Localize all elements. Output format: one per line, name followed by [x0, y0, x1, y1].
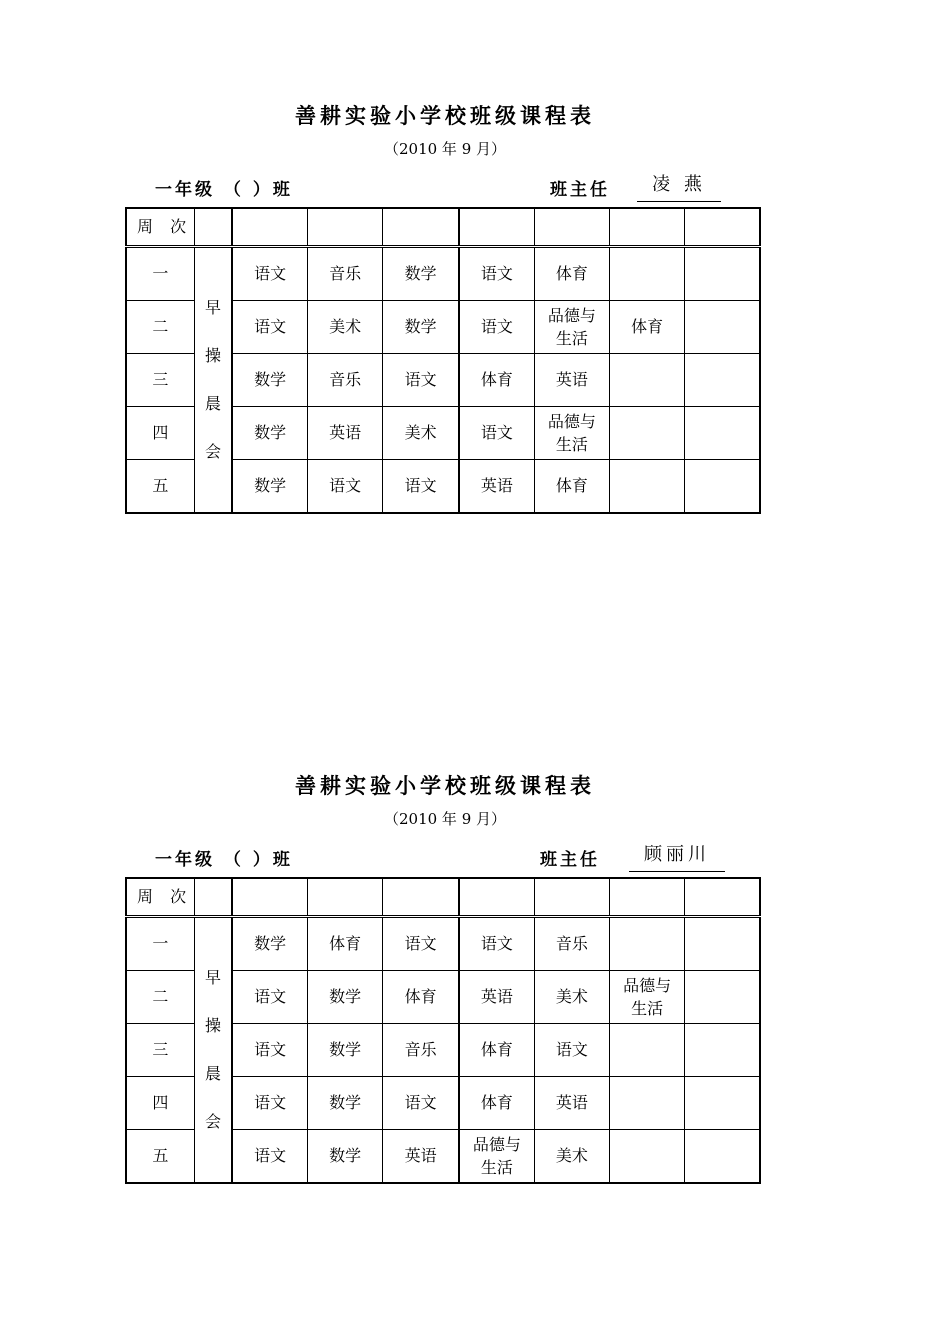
lesson-cell: 语文	[383, 917, 459, 971]
lesson-cell: 美术	[383, 407, 459, 460]
lesson-cell	[685, 1024, 760, 1077]
morning-activity-char: 晨	[205, 394, 222, 413]
lesson-cell: 数学	[232, 460, 307, 514]
lesson-cell: 音乐	[383, 1024, 459, 1077]
lesson-cell: 美术	[308, 301, 383, 354]
lesson-cell	[685, 1130, 760, 1184]
lesson-cell: 美术	[534, 971, 609, 1024]
grade-class: 一年级 （ ）班	[155, 850, 293, 870]
lesson-cell: 品德与生活	[534, 301, 609, 354]
lesson-cell	[609, 1130, 684, 1184]
header-cell	[232, 208, 307, 247]
lesson-cell: 英语	[534, 354, 609, 407]
lesson-cell	[609, 1024, 684, 1077]
timetable	[125, 877, 761, 1184]
lesson-cell: 数学	[383, 247, 459, 301]
day-label: 三	[126, 354, 194, 407]
lesson-cell: 语文	[232, 301, 307, 354]
lesson-cell: 语文	[459, 301, 534, 354]
lesson-cell	[609, 460, 684, 514]
day-label: 二	[126, 301, 194, 354]
header-cell	[308, 878, 383, 917]
header-cell	[459, 208, 534, 247]
lesson-cell: 数学	[308, 1130, 383, 1184]
timetable	[125, 207, 761, 514]
head-teacher-name: 凌 燕	[637, 173, 721, 202]
day-label: 一	[126, 247, 194, 301]
header-cell	[609, 208, 684, 247]
lesson-cell: 体育	[459, 1077, 534, 1130]
schedule-date: （2010 年 9 月）	[383, 810, 507, 828]
header-row	[126, 208, 760, 247]
lesson-cell: 语文	[383, 354, 459, 407]
lesson-cell: 语文	[383, 460, 459, 514]
lesson-cell: 语文	[232, 1024, 307, 1077]
lesson-cell: 音乐	[308, 354, 383, 407]
lesson-cell: 英语	[308, 407, 383, 460]
morning-activity-char: 会	[205, 1112, 222, 1131]
header-cell	[609, 878, 684, 917]
lesson-cell: 体育	[308, 917, 383, 971]
lesson-cell: 品德与生活	[609, 971, 684, 1024]
lesson-cell	[685, 917, 760, 971]
head-teacher-label: 班主任	[540, 850, 600, 870]
header-cell	[308, 208, 383, 247]
lesson-cell: 体育	[459, 354, 534, 407]
lesson-cell: 数学	[232, 917, 307, 971]
lesson-cell: 语文	[232, 1077, 307, 1130]
schedule-date: （2010 年 9 月）	[383, 140, 507, 158]
day-label: 五	[126, 1130, 194, 1184]
lesson-cell: 品德与生活	[459, 1130, 534, 1184]
lesson-cell: 数学	[308, 971, 383, 1024]
morning-activity-char: 早	[205, 298, 222, 317]
header-cell	[685, 208, 760, 247]
lesson-cell: 美术	[534, 1130, 609, 1184]
header-cell	[459, 878, 534, 917]
lesson-cell: 英语	[459, 460, 534, 514]
schedule-title: 善耕实验小学校班级课程表	[295, 774, 595, 798]
lesson-cell: 语文	[459, 247, 534, 301]
lesson-cell	[609, 1077, 684, 1130]
lesson-cell: 数学	[308, 1077, 383, 1130]
head-teacher-label: 班主任	[550, 180, 610, 200]
lesson-cell: 数学	[383, 301, 459, 354]
grade-class: 一年级 （ ）班	[155, 180, 293, 200]
lesson-cell	[685, 301, 760, 354]
lesson-cell: 语文	[232, 247, 307, 301]
lesson-cell	[685, 971, 760, 1024]
morning-activity-char: 操	[205, 346, 222, 365]
lesson-cell: 体育	[534, 460, 609, 514]
morning-activity-cell	[194, 247, 232, 514]
day-label: 三	[126, 1024, 194, 1077]
header-cell	[685, 878, 760, 917]
morning-activity-char: 会	[205, 442, 222, 461]
lesson-cell: 语文	[459, 917, 534, 971]
lesson-cell	[609, 407, 684, 460]
lesson-cell: 品德与生活	[534, 407, 609, 460]
table-row	[126, 917, 760, 971]
lesson-cell: 语文	[308, 460, 383, 514]
day-label: 二	[126, 971, 194, 1024]
day-label: 五	[126, 460, 194, 514]
lesson-cell: 音乐	[308, 247, 383, 301]
lesson-cell	[609, 354, 684, 407]
lesson-cell: 语文	[459, 407, 534, 460]
morning-activity-cell	[194, 917, 232, 1184]
lesson-cell: 数学	[232, 354, 307, 407]
lesson-cell	[685, 407, 760, 460]
lesson-cell: 体育	[383, 971, 459, 1024]
lesson-cell: 体育	[534, 247, 609, 301]
lesson-cell	[685, 247, 760, 301]
lesson-cell	[685, 1077, 760, 1130]
morning-activity-char: 操	[205, 1016, 222, 1035]
lesson-cell: 体育	[459, 1024, 534, 1077]
header-row	[126, 878, 760, 917]
head-teacher-name: 顾丽川	[629, 843, 725, 872]
schedule-title: 善耕实验小学校班级课程表	[295, 104, 595, 128]
day-label: 四	[126, 407, 194, 460]
lesson-cell	[609, 247, 684, 301]
lesson-cell	[685, 460, 760, 514]
lesson-cell: 音乐	[534, 917, 609, 971]
morning-activity-char: 晨	[205, 1064, 222, 1083]
lesson-cell: 体育	[609, 301, 684, 354]
lesson-cell: 英语	[459, 971, 534, 1024]
lesson-cell: 英语	[534, 1077, 609, 1130]
week-label: 周 次	[126, 878, 194, 917]
header-cell	[383, 208, 459, 247]
lesson-cell: 英语	[383, 1130, 459, 1184]
lesson-cell: 数学	[232, 407, 307, 460]
lesson-cell	[609, 917, 684, 971]
day-label: 四	[126, 1077, 194, 1130]
header-cell	[534, 878, 609, 917]
morning-activity-char: 早	[205, 968, 222, 987]
header-cell	[232, 878, 307, 917]
header-cell	[194, 208, 232, 247]
lesson-cell	[685, 354, 760, 407]
lesson-cell: 数学	[308, 1024, 383, 1077]
day-label: 一	[126, 917, 194, 971]
header-cell	[194, 878, 232, 917]
table-row	[126, 247, 760, 301]
lesson-cell: 语文	[232, 971, 307, 1024]
week-label: 周 次	[126, 208, 194, 247]
header-cell	[534, 208, 609, 247]
lesson-cell: 语文	[534, 1024, 609, 1077]
lesson-cell: 语文	[383, 1077, 459, 1130]
header-cell	[383, 878, 459, 917]
lesson-cell: 语文	[232, 1130, 307, 1184]
